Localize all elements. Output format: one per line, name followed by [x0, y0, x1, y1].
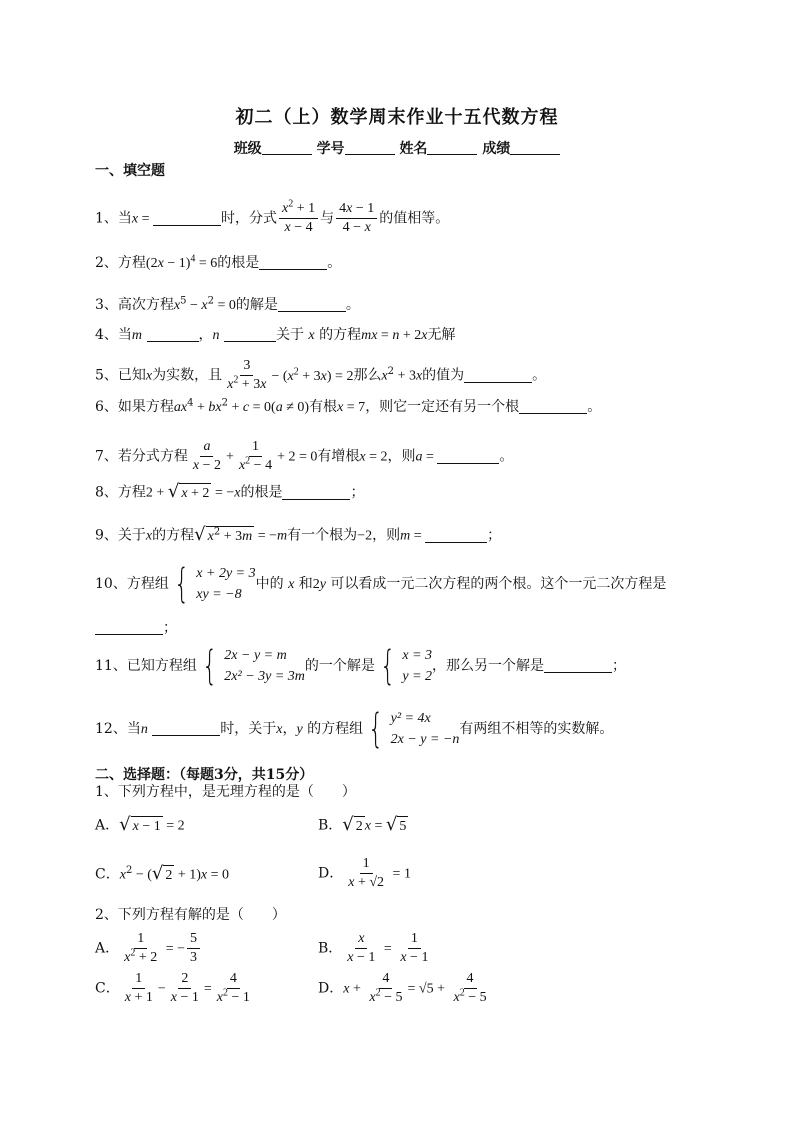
choice-1-option-b[interactable]: B． √ 2 x = √ 5	[318, 814, 407, 835]
question-7: 7、若分式方程 $\frac{a}{x - 2}$ + $\frac{1}{x^2 - 4}$ + 2 = 0有增根x = 2，则a = 。	[95, 439, 514, 473]
id-label: 学号	[316, 141, 345, 157]
choice-2-option-c[interactable]: C． $\frac{1}{x + 1}$ − $\frac{2}{x - 1}$ = $\frac{4}{x^2 - 1}$	[95, 971, 250, 1005]
question-11: 11、已知方程组 { 2x − y = m 2x² − 3y = 3m 的一个解是 { x = 3 y = 2 ，那么另一个解是 ；	[95, 643, 627, 689]
fraction-7a: $\frac{a}{x - 2}$	[192, 439, 222, 473]
equation-system-11: { 2x − y = m 2x² − 3y = 3m	[201, 643, 305, 689]
class-label: 班级	[233, 141, 262, 157]
fraction-7b: $\frac{1}{x^2 - 4}$	[238, 439, 273, 473]
answer-blank-10[interactable]	[95, 619, 163, 635]
choice-2-option-b[interactable]: B． $\frac{x}{x - 1}$ = $\frac{1}{x - 1}$	[318, 931, 429, 965]
answer-blank-2[interactable]	[259, 254, 327, 270]
answer-blank-11[interactable]	[544, 657, 612, 673]
answer-blank-4b[interactable]	[224, 326, 276, 342]
choice-question-2: 2、下列方程有解的是（ ）	[95, 907, 286, 923]
answer-blank-6[interactable]	[519, 398, 587, 414]
question-8: 8、方程2 + √ x + 2 = −x的根是 ；	[95, 481, 365, 502]
equation-system-12: { y² = 4x 2x − y = −n	[368, 706, 460, 752]
choice-1-option-d[interactable]: D． $\frac{1}{x + √2}$ = 1	[318, 856, 411, 890]
score-label: 成绩	[482, 141, 511, 157]
question-4: 4、当m ，n 关于 x 的方程mx = n + 2x无解	[95, 327, 456, 343]
name-label: 姓名	[399, 141, 428, 157]
solution-system-11: { x = 3 y = 2	[380, 643, 433, 689]
section-heading-fill-in: 一、填空题	[95, 163, 165, 179]
question-5: 5、已知x为实数，且 $\frac{3}{x^2 + 3x}$ − $(x^2 + 3x) = 2$那么$x^2 + 3x$的值为 。	[95, 358, 547, 392]
question-12: 12、当n 时，关于x，y 的方程组 { y² = 4x 2x − y = −n 有两组不相等的实数解。	[95, 706, 614, 752]
fraction-5: $\frac{3}{x^2 + 3x}$	[227, 358, 267, 392]
score-blank[interactable]	[510, 140, 560, 155]
choice-2-option-a[interactable]: A． $\frac{1}{x^2 + 2}$ = − $\frac{5}{3}$	[95, 930, 202, 967]
answer-blank-8[interactable]	[282, 484, 350, 500]
question-1: 1、当x = 时，分式 $\frac{x^2 + 1}{x - 4}$ 与 $\frac{4x - 1}{4 - x}$ 的值相等。	[95, 198, 450, 235]
fraction-1a: $\frac{x^2 + 1}{x - 4}$	[279, 200, 318, 237]
equation-system-10: { x + 2y = 3 xy = −8	[173, 561, 256, 607]
id-blank[interactable]	[345, 140, 395, 155]
name-blank[interactable]	[427, 140, 477, 155]
answer-blank-7[interactable]	[437, 448, 499, 464]
page-title: 初二（上）数学周末作业十五代数方程	[235, 107, 559, 128]
answer-blank-4a[interactable]	[147, 326, 199, 342]
question-2: 2、方程$(2x - 1)^4 = 6$的根是 。	[95, 253, 342, 271]
question-3: 3、高次方程$x^5 - x^2 = 0$的解是 。	[95, 295, 360, 313]
question-6: 6、如果方程$ax^4 + bx^2 + c = 0(a \ne 0)$有根x = 7，则它一定还有另一个根 。	[95, 397, 602, 415]
class-blank[interactable]	[262, 140, 312, 155]
answer-blank-5[interactable]	[464, 367, 532, 383]
choice-question-1: 1、下列方程中，是无理方程的是（ ）	[95, 784, 356, 800]
student-info-line	[0, 138, 794, 158]
answer-blank-9[interactable]	[425, 527, 487, 543]
section-heading-multiple-choice: 二、选择题：（每题3分，共15分）	[95, 767, 314, 783]
question-10-answer-line: ；	[95, 618, 177, 638]
question-10: 10、方程组 { x + 2y = 3 xy = −8 中的 x 和2y 可以看成一元二次方程的两个根。这个一元二次方程是	[95, 561, 667, 607]
question-9: 9、关于x的方程 √ $x^2 + 3m$ = −m有一个根为−2，则m = ；	[95, 524, 502, 545]
choice-1-option-a[interactable]: A． √ x − 1 = 2	[95, 814, 185, 835]
fraction-1b: $\frac{4x - 1}{4 - x}$	[336, 200, 377, 237]
answer-blank-12[interactable]	[152, 720, 220, 736]
choice-2-option-d[interactable]: D．x + $\frac{4}{x^2 - 5}$ = √5 + $\frac{4}{x^2 - 5}$	[318, 971, 487, 1005]
choice-1-option-c[interactable]: C．$x^2$ − ( √ 2 + 1)x = 0	[95, 863, 230, 884]
answer-blank-1[interactable]	[153, 210, 221, 226]
sqrt-9: √ $x^2 + 3m$	[194, 524, 253, 545]
answer-blank-3[interactable]	[278, 296, 346, 312]
sqrt-8: √ x + 2	[167, 481, 210, 502]
